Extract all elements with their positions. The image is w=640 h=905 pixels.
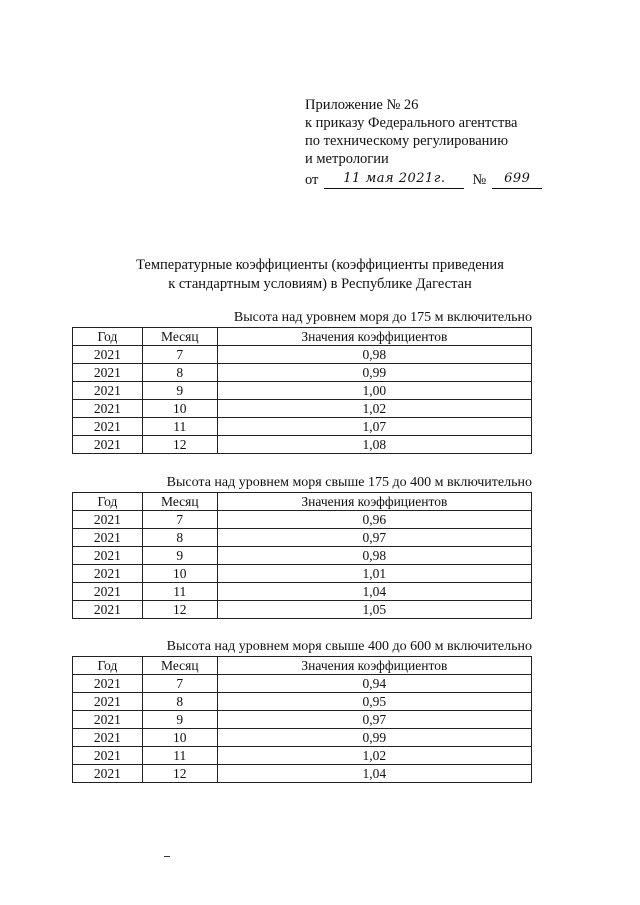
table-caption: Высота над уровнем моря свыше 175 до 400 м включительно <box>166 475 532 490</box>
header-year: Год <box>73 493 143 511</box>
table-row <box>73 364 532 382</box>
table-row <box>73 747 532 765</box>
coefficients-table <box>72 327 532 454</box>
cell-value: 1,00 <box>217 382 531 400</box>
cell-value: 1,04 <box>217 765 531 783</box>
handwritten-date: 11 мая 2021г. <box>324 170 464 189</box>
table-row <box>73 693 532 711</box>
cell-value: 1,08 <box>217 436 531 454</box>
cell-year: 2021 <box>73 675 143 693</box>
document-title <box>110 256 530 294</box>
cell-value: 0,99 <box>217 364 531 382</box>
cell-year: 2021 <box>73 765 143 783</box>
stray-mark <box>164 856 170 857</box>
cell-month: 9 <box>142 382 217 400</box>
header-month: Месяц <box>142 657 217 675</box>
header-value: Значения коэффициентов <box>217 328 531 346</box>
cell-month: 8 <box>142 693 217 711</box>
cell-year: 2021 <box>73 529 143 547</box>
cell-year: 2021 <box>73 583 143 601</box>
header-value: Значения коэффициентов <box>217 493 531 511</box>
cell-month: 12 <box>142 765 217 783</box>
cell-year: 2021 <box>73 729 143 747</box>
coefficients-table <box>72 656 532 783</box>
title-line-1: Температурные коэффициенты (коэффициенты приведения <box>136 257 504 273</box>
cell-month: 12 <box>142 436 217 454</box>
table-row <box>73 382 532 400</box>
cell-month: 12 <box>142 601 217 619</box>
table-row <box>73 436 532 454</box>
table-header-row <box>73 657 532 675</box>
cell-year: 2021 <box>73 436 143 454</box>
table-row <box>73 529 532 547</box>
table-row <box>73 729 532 747</box>
coefficients-table-block-1 <box>72 309 532 454</box>
cell-year: 2021 <box>73 382 143 400</box>
cell-value: 1,02 <box>217 747 531 765</box>
table-row <box>73 765 532 783</box>
cell-month: 8 <box>142 364 217 382</box>
cell-month: 11 <box>142 583 217 601</box>
cell-value: 0,97 <box>217 529 531 547</box>
number-label: № <box>472 172 487 188</box>
cell-value: 0,95 <box>217 693 531 711</box>
cell-month: 10 <box>142 729 217 747</box>
appendix-agency-line: по техническому регулированию <box>305 133 509 149</box>
cell-month: 8 <box>142 529 217 547</box>
cell-year: 2021 <box>73 346 143 364</box>
from-label: от <box>305 172 319 188</box>
table-row <box>73 418 532 436</box>
appendix-order-ref: к приказу Федерального агентства <box>305 115 518 131</box>
table-row <box>73 547 532 565</box>
cell-month: 10 <box>142 565 217 583</box>
handwritten-order-number: 699 <box>492 170 542 189</box>
cell-month: 11 <box>142 418 217 436</box>
coefficients-table-block-2 <box>72 474 532 619</box>
appendix-number: Приложение № 26 <box>305 97 419 113</box>
cell-month: 9 <box>142 547 217 565</box>
cell-value: 0,97 <box>217 711 531 729</box>
header-year: Год <box>73 657 143 675</box>
header-month: Месяц <box>142 493 217 511</box>
cell-month: 7 <box>142 511 217 529</box>
table-header-row <box>73 328 532 346</box>
cell-value: 1,07 <box>217 418 531 436</box>
cell-value: 0,98 <box>217 547 531 565</box>
header-value: Значения коэффициентов <box>217 657 531 675</box>
cell-value: 0,99 <box>217 729 531 747</box>
cell-value: 1,02 <box>217 400 531 418</box>
cell-year: 2021 <box>73 418 143 436</box>
cell-value: 0,98 <box>217 346 531 364</box>
cell-year: 2021 <box>73 565 143 583</box>
cell-year: 2021 <box>73 711 143 729</box>
cell-month: 9 <box>142 711 217 729</box>
table-row <box>73 511 532 529</box>
coefficients-table-block-3 <box>72 638 532 783</box>
header-year: Год <box>73 328 143 346</box>
cell-value: 1,01 <box>217 565 531 583</box>
table-row <box>73 583 532 601</box>
cell-year: 2021 <box>73 364 143 382</box>
table-caption: Высота над уровнем моря до 175 м включительно <box>233 310 532 325</box>
cell-value: 1,05 <box>217 601 531 619</box>
cell-year: 2021 <box>73 747 143 765</box>
cell-month: 7 <box>142 346 217 364</box>
table-caption: Высота над уровнем моря свыше 400 до 600 м включительно <box>166 639 532 654</box>
table-row <box>73 675 532 693</box>
table-row <box>73 400 532 418</box>
cell-year: 2021 <box>73 601 143 619</box>
cell-year: 2021 <box>73 547 143 565</box>
cell-month: 10 <box>142 400 217 418</box>
cell-year: 2021 <box>73 400 143 418</box>
cell-month: 7 <box>142 675 217 693</box>
table-row <box>73 711 532 729</box>
cell-month: 11 <box>142 747 217 765</box>
coefficients-table <box>72 492 532 619</box>
header-month: Месяц <box>142 328 217 346</box>
table-row <box>73 601 532 619</box>
cell-value: 1,04 <box>217 583 531 601</box>
table-row <box>73 346 532 364</box>
cell-value: 0,94 <box>217 675 531 693</box>
appendix-header <box>305 96 545 189</box>
cell-value: 0,96 <box>217 511 531 529</box>
table-row <box>73 565 532 583</box>
order-date-number-line <box>305 170 545 189</box>
cell-year: 2021 <box>73 511 143 529</box>
appendix-metrology-line: и метрологии <box>305 151 389 167</box>
table-header-row <box>73 493 532 511</box>
title-line-2: к стандартным условиям) в Республике Дагестан <box>168 276 472 292</box>
cell-year: 2021 <box>73 693 143 711</box>
